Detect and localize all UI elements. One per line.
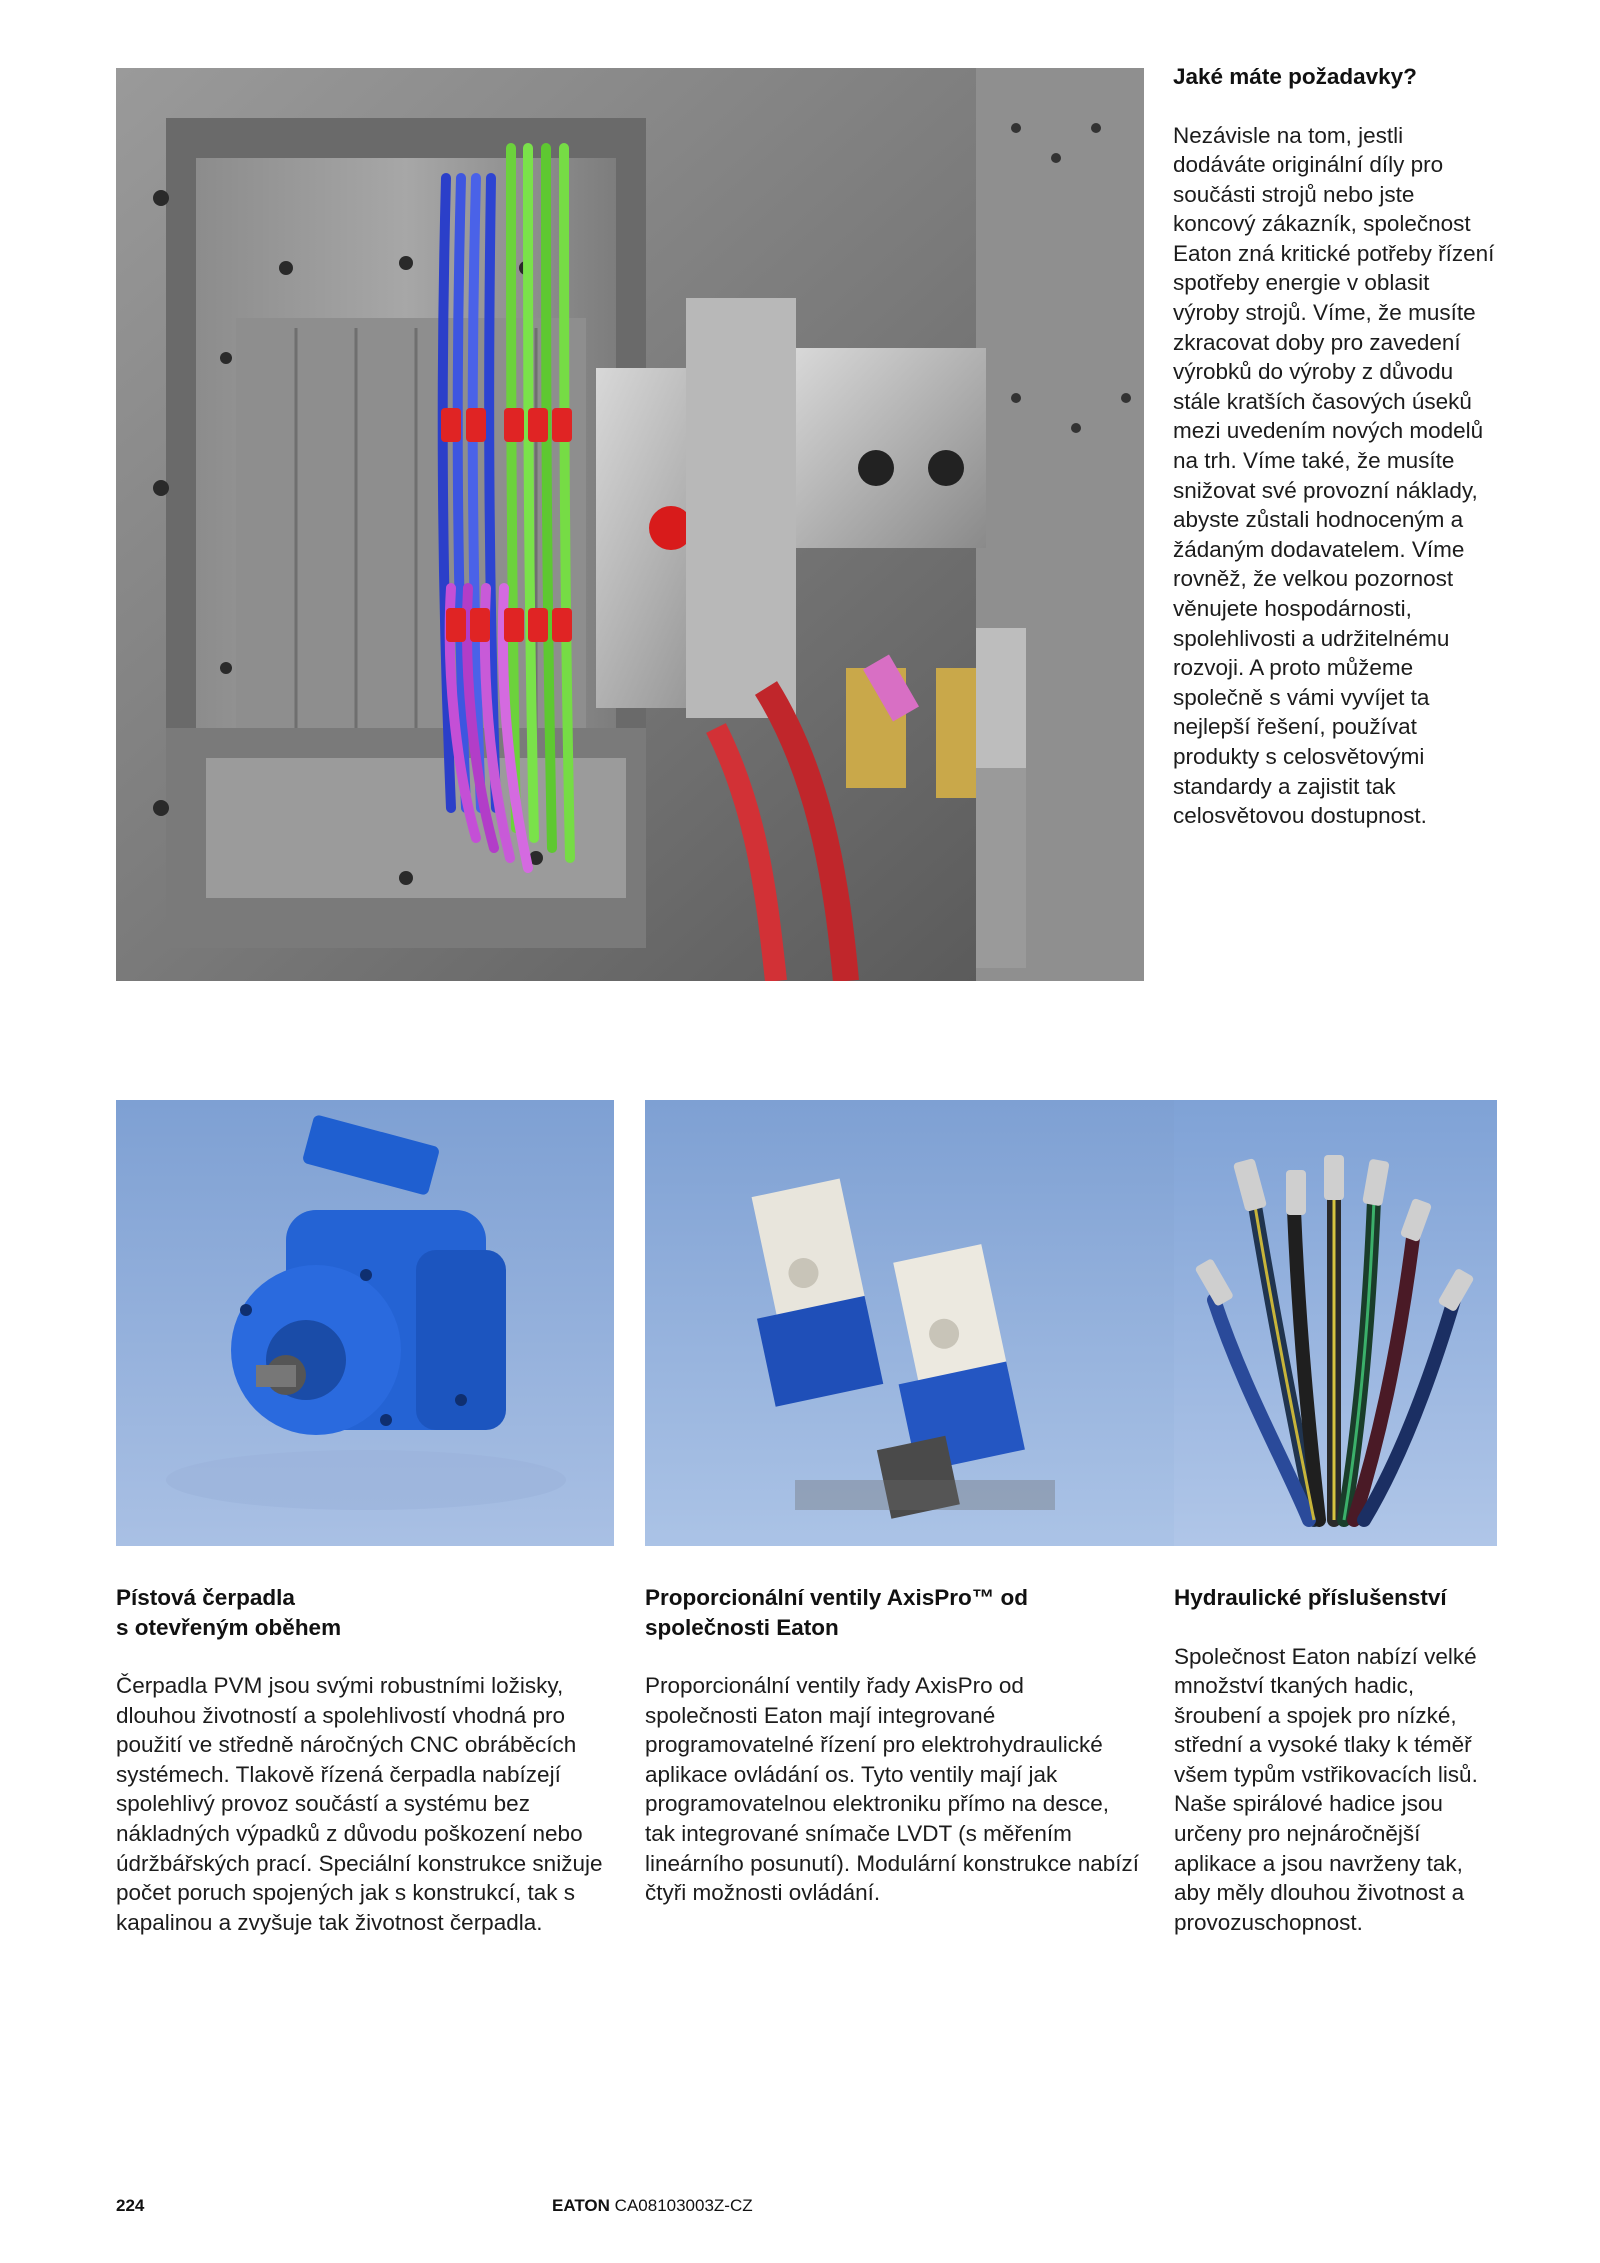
product-valve-body: Proporcionální ventily řady AxisPro od společnosti Eaton mají integrované programovatelné řízení pro elektrohydraulické aplikace ovládání os. Tyto ventily mají jak programovatelnou elektroniku přímo na desce, tak integrované snímače LVDT (s měřením lineárního posunutí). Modulární konstrukce nabízí čtyři možnosti ovládání. (645, 1673, 1140, 1906)
footer-doc-ref (552, 2196, 753, 2216)
product-hose-body: Společnost Eaton nabízí velké množství tkaných hadic, šroubení a spojek pro nízké, střední a vysoké tlaky k téměř všem typům vstřikovacích lisů. Naše spirálové hadice jsou určeny pro nejnáročnější aplikace a jsou navrženy tak, aby měly dlouhou životnost a provozuschopnost. (1174, 1643, 1478, 1935)
product-pump-heading (116, 1583, 616, 1642)
footer-doc-code: CA08103003Z-CZ (614, 2196, 753, 2215)
valve-illustration (645, 1100, 1174, 1546)
valve-photo (645, 1100, 1174, 1546)
product-hose-heading (1174, 1583, 1514, 1613)
machine-photo (116, 68, 1144, 981)
product-pump-body: Čerpadla PVM jsou svými robustními ložisky, dlouhou životností a spolehlivostí vhodná pro použití ve středně náročných CNC obráběcích systémech. Tlakově řízená čerpadla nabízejí spolehlivý provoz součástí a systému bez nákladných výpadků z důvodu poškození nebo údržbářských prací. Speciální konstrukce snižuje počet poruch spojených jak s konstrukcí, tak s kapalinou a zvyšuje tak životnost čerpadla. (116, 1673, 603, 1935)
product-valve-heading (645, 1583, 1145, 1642)
product-hose (1174, 1583, 1514, 1937)
intro-body: Nezávisle na tom, jestli dodáváte originální díly pro součásti strojů nebo jste koncový zákazník, společnost Eaton zná kritické potřeby řízení spotřeby energie v oblasit výroby strojů. Víme, že musíte zkracovat doby pro zavedení výrobků do výroby z důvodu stále kratších časových úseků mezi uvedením nových modelů na trh. Víme také, že musíte snižovat své provozní náklady, abyste zůstali hodnoceným a žádaným dodavatelem. Víme rovněž, že velkou pozornost věnujete hospodárnosti, spolehlivosti a udržitelnému rozvoji. A proto můžeme společně s vámi vyvíjet ta nejlepší řešení, používat produkty s celosvětovými standardy a zajistit tak celosvětovou dostupnost. (1173, 122, 1495, 829)
product-valve (645, 1583, 1145, 1908)
hose-photo (1174, 1100, 1497, 1546)
machine-photo-illustration (116, 68, 1144, 981)
product-pump (116, 1583, 616, 1937)
product-pump-heading-line2: s otevřeným oběhem (116, 1614, 342, 1640)
page-number (116, 2196, 144, 2216)
intro-heading: Jaké máte požadavky? (1173, 64, 1417, 89)
footer-brand: EATON (552, 2196, 610, 2215)
product-hose-heading-line1: Hydraulické příslušenství (1174, 1585, 1447, 1610)
product-valve-heading-line2: společnosti Eaton (645, 1614, 839, 1640)
pump-photo (116, 1100, 614, 1546)
page-number-value: 224 (116, 2196, 145, 2215)
product-valve-heading-line1: Proporcionální ventily AxisPro™ od (645, 1585, 1028, 1610)
pump-illustration (116, 1100, 614, 1546)
hose-illustration (1174, 1100, 1497, 1546)
product-pump-heading-line1: Pístová čerpadla (116, 1585, 295, 1610)
intro-section (1173, 62, 1513, 831)
